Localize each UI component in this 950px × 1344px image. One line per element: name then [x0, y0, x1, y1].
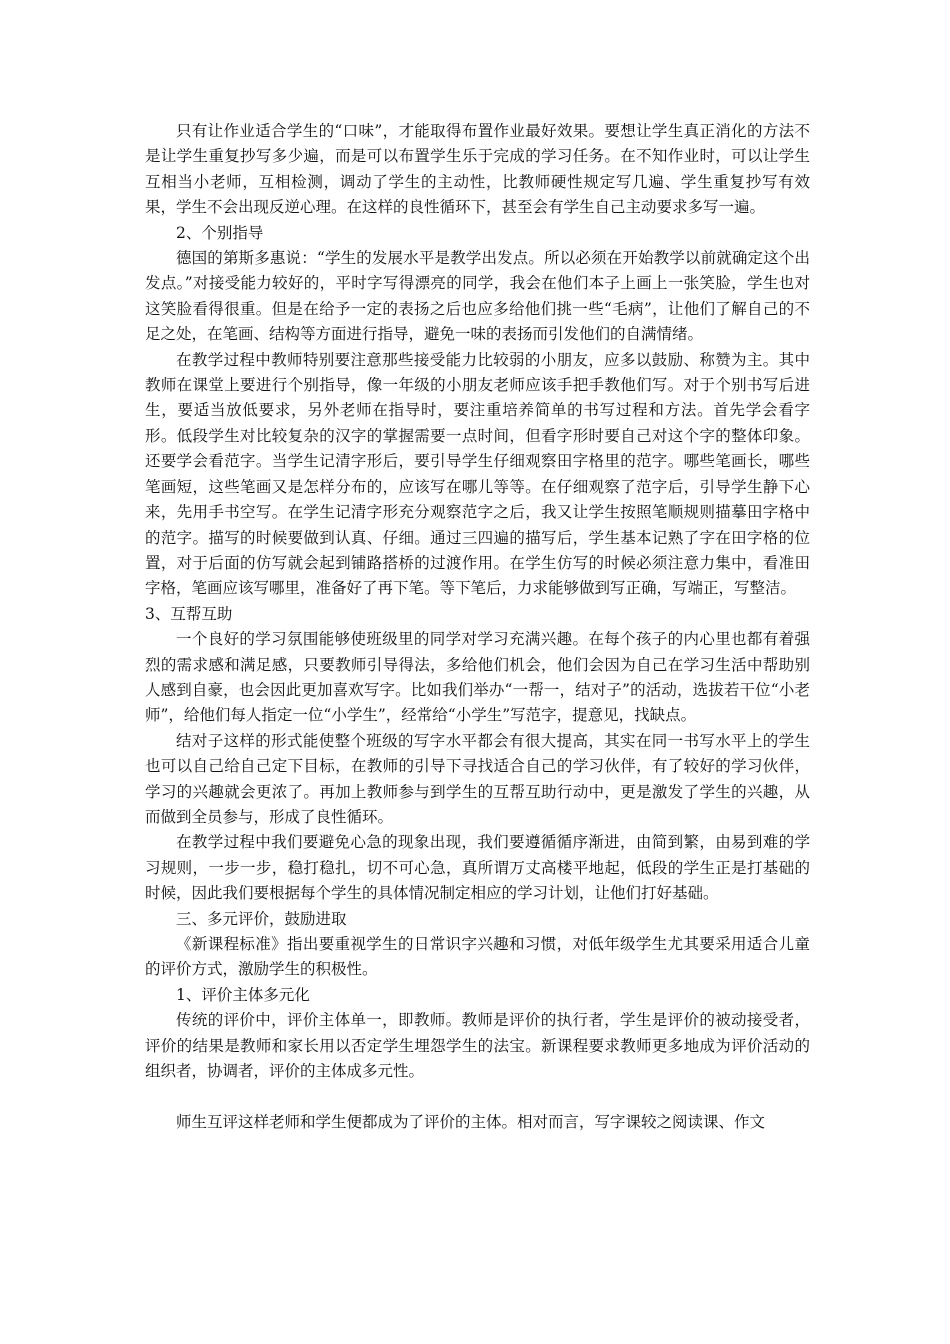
heading-evaluation-subjects: 1、评价主体多元化 [176, 985, 310, 1004]
heading-individual-guidance: 2、个别指导 [176, 223, 264, 242]
document-page [145, 119, 810, 1135]
paragraph-traditional-evaluation: 传统的评价中，评价主体单一，即教师。教师是评价的执行者，学生是评价的被动接受者，评价的结果是教师和家长用以否定学生埋怨学生的法宝。新课程要求教师更多地成为评价活动的组织者，协调者，评价的主体成多元性。 [145, 1011, 810, 1081]
paragraph-homework: 只有让作业适合学生的“口味”，才能取得布置作业最好效果。要想让学生真正消化的方法不是让学生重复抄写多少遍，而是可以布置学生乐于完成的学习任务。在不知作业时，可以让学生互相当小老师，互相检测，调动了学生的主动性，比教师硬性规定写几遍、学生重复抄写有效果，学生不会出现反逆心理。在这样的良性循环下，甚至会有学生自己主动要求多写一遍。 [145, 122, 810, 217]
heading-multiple-evaluation: 三、多元评价，鼓励进取 [176, 909, 347, 928]
paragraph-weak-students: 在教学过程中教师特别要注意那些接受能力比较弱的小朋友，应多以鼓励、称赞为主。其中教师在课堂上要进行个别指导，像一年级的小朋友老师应该手把手教他们写。对于个别书写后进生，要适当放低要求，另外老师在指导时，要注重培养简单的书写过程和方法。首先学会看字形。低段学生对比较复杂的汉字的掌握需要一点时间，但看字形时要自己对这个字的整体印象。还要学会看范字。当学生记清字形后，要引导学生仔细观察田字格里的范字。哪些笔画长，哪些笔画短，这些笔画又是怎样分布的，应该写在哪儿等等。在仔细观察了范字后，引导学生静下心来，先用手书空写。在学生记清字形充分观察范字之后，我又让学生按照笔顺规则描摹田字格中的范字。描写的时候要做到认真、仔细。通过三四遍的描写后，学生基本记熟了字在田字格的位置，对于后面的仿写就会起到铺路搭桥的过渡作用。在学生仿写的时候必须注意力集中，看准田字格，笔画应该写哪里，准备好了再下笔。等下笔后，力求能够做到写正确，写端正，写整洁。 [145, 350, 810, 598]
paragraph-diesterweg: 德国的第斯多惠说：“学生的发展水平是教学出发点。所以必须在开始教学以前就确定这个出发点。”对接受能力较好的，平时字写得漂亮的同学，我会在他们本子上画上一张笑脸，学生也对这笑脸看得很重。但是在给予一定的表扬之后也应多给他们挑一些“毛病”，让他们了解自己的不足之处，在笔画、结构等方面进行指导，避免一味的表扬而引发他们的自满情绪。 [145, 249, 810, 344]
blank-line [145, 1084, 810, 1109]
paragraph-pairing: 结对子这样的形式能使整个班级的写字水平都会有很大提高，其实在同一书写水平上的学生也可以自己给自己定下目标，在教师的引导下寻找适合自己的学习伙伴，有了较好的学习伙伴，学习的兴趣就会更浓了。再加上教师参与到学生的互帮互助行动中，更是激发了学生的兴趣，从而做到全员参与，形成了良性循环。 [145, 731, 810, 826]
paragraph-step-by-step: 在教学过程中我们要避免心急的现象出现，我们要遵循循序渐进，由简到繁，由易到难的学习规则，一步一步，稳打稳扎，切不可心急，真所谓万丈高楼平地起，低段的学生正是打基础的时候，因此我们要根据每个学生的具体情况制定相应的学习计划，让他们打好基础。 [145, 833, 810, 903]
paragraph-mutual-evaluation: 师生互评这样老师和学生便都成为了评价的主体。相对而言，写字课较之阅读课、作文 [176, 1112, 766, 1131]
paragraph-learning-atmosphere: 一个良好的学习氛围能够使班级里的同学对学习充满兴趣。在每个孩子的内心里也都有着强烈的需求感和满足感，只要教师引导得法，多给他们机会，他们会因为自己在学习生活中帮助别人感到自豪，也会因此更加喜欢写字。比如我们举办“一帮一，结对子”的活动，选拔若干位“小老师”，给他们每人指定一位“小学生”，经常给“小学生”写范字，提意见，找缺点。 [145, 630, 810, 725]
heading-mutual-help: 3、互帮互助 [145, 604, 233, 623]
paragraph-curriculum-standard: 《新课程标准》指出要重视学生的日常识字兴趣和习惯，对低年级学生尤其要采用适合儿童的评价方式，激励学生的积极性。 [145, 935, 810, 979]
